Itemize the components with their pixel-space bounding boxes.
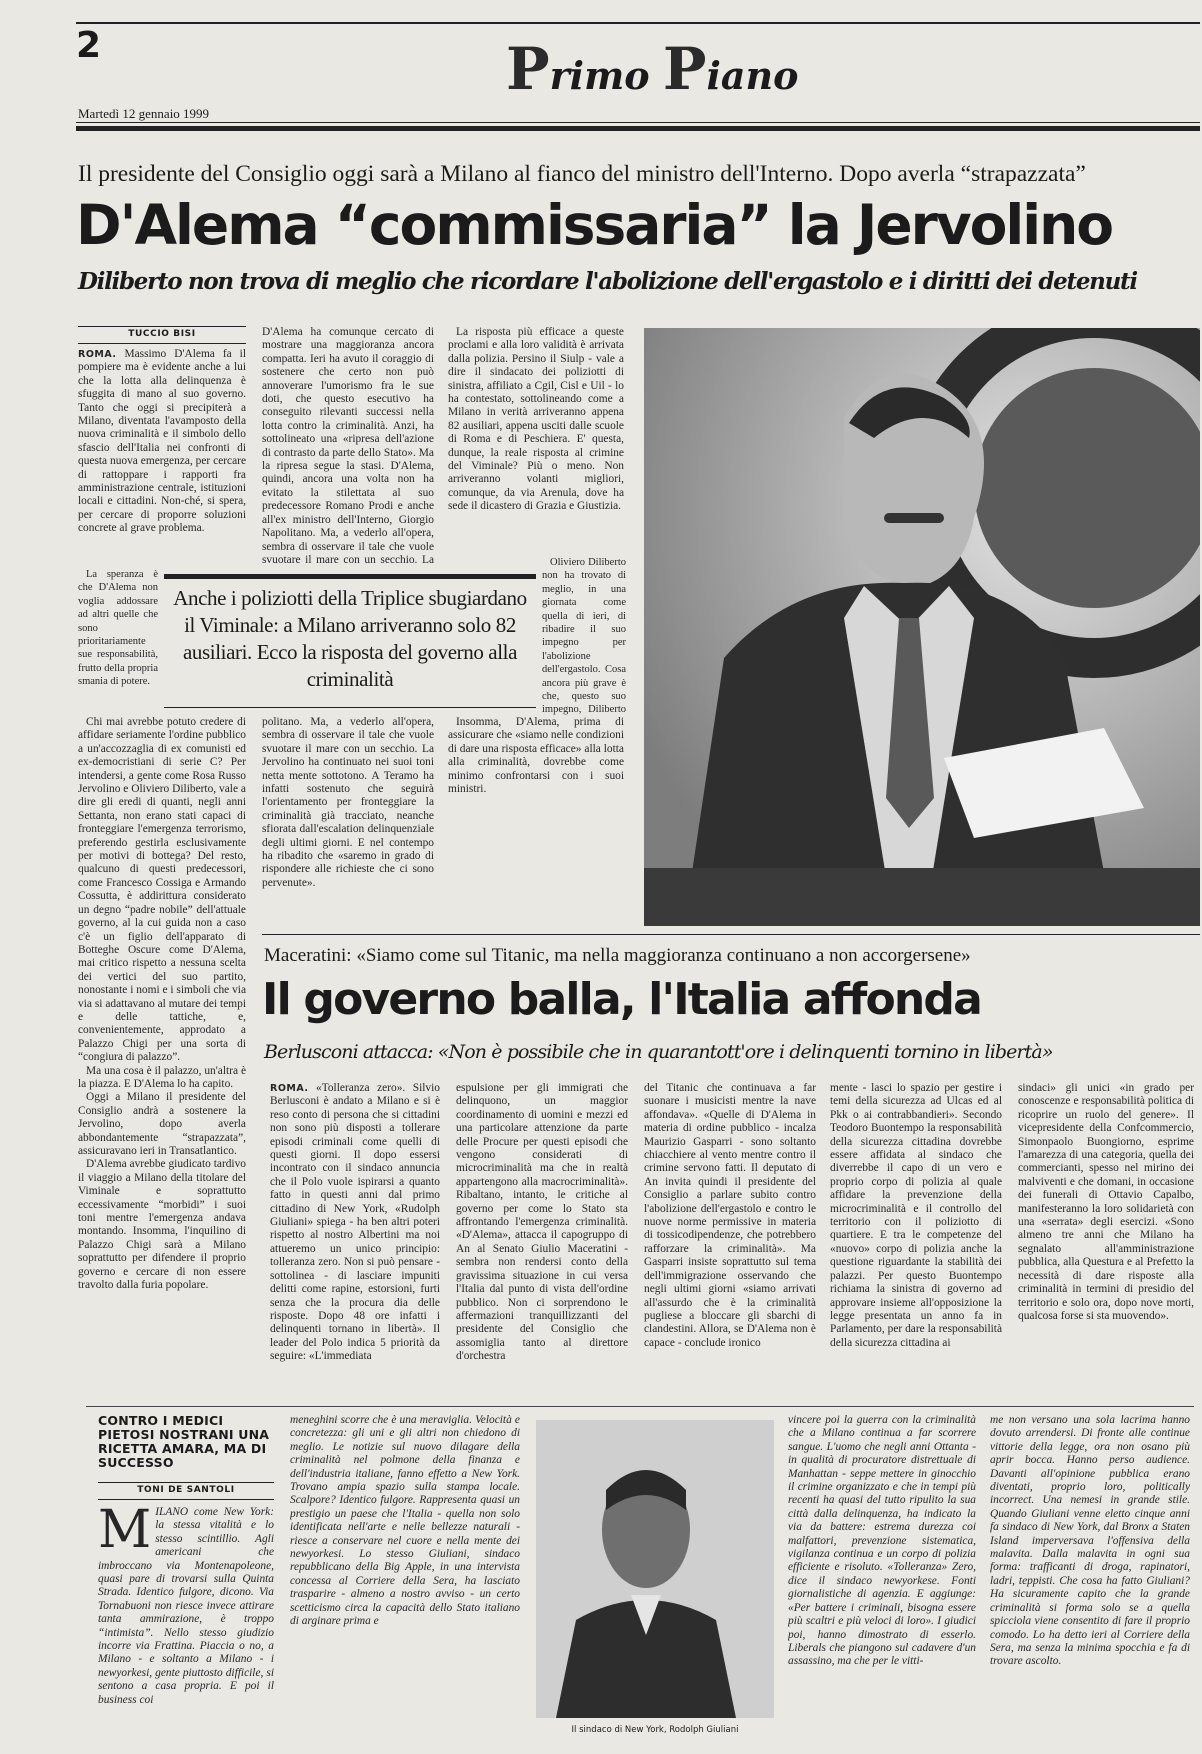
dalema-photo [644,328,1200,926]
story3-dropcap: M [98,1506,152,1560]
story1-col3-p1: La risposta più efficace a queste proclami e alla loro validità è arrivata dalla polizia. Persino il Siulp - vale a dire il sindacato dei poliziotti di sinistra, affiliato a Cgil, Cisl e Uil - lo ha contestato, sottolineando come a Milano in verità arriveranno appena 82 ausiliari, appena usciti dalle scuole di Roma e di Peschiera. E' questa, dunque, la reale risposta al crimine del Viminale? Più o meno. Non arriveranno volanti migliori, comunque, da via Arenula, dove ha sede il dicastero di Grazia e Giustizia. [448,326,624,513]
story1-kicker: Il presidente del Consiglio oggi sarà a Milano al fianco del ministro dell'Interno. Dopo averla “strapazzata” [78,161,1086,187]
section-word-piano: iano [706,53,799,98]
section-initial-p2: P [662,35,707,103]
story2-kicker: Maceratini: «Siamo come sul Titanic, ma nella maggioranza continuano a non accorgersene» [264,945,971,966]
story1-col3-p3: Insomma, D'Alema, prima di assicurare che «siamo nelle condizioni di dare una risposta efficace» alla lotta alla criminalità, dovrebbe come minimo confrontarsi con i suoi ministri. [448,716,624,796]
story1-pullquote [164,574,536,708]
story3-col3-text: vincere poi la guerra con la criminalità che a Milano continua a far scorrere sangue. L'uomo che negli anni Ottanta - in qualità di procuratore distrettuale di Manhattan - seppe mettere in ginocchio il crimine organizzato e che in tempi più recenti ha quasi del tutto ripulito la sua città dalla delinquenza, ha indicato la via da battere: estrema durezza coi malfattori, prevenzione sistematica, vigilanza continua e un corpo di polizia efficiente e risoluto. «Tolleranza» Zero, dice il sindaco newyorkese. Fonti giornalistiche di agenzia. E aggiunge: «Per battere i criminali, bisogna essere più scaltri e più veloci di loro». I giudici poi, hanno dimostrato di esserlo. Liberals che piangono sul cadavere d'un assassino, ma che per le vitti- [788,1414,976,1668]
story2-column-4 [830,1082,1002,1404]
story3-col1-text: ILANO come New York: la stessa vitalità e lo stesso scintillio. Agli americani che imbroccano via Montenapoleone, quasi pare di trovarsi sulla Quinta Strada. Identico fulgore, dicono. Via Tornabuoni non riesce invece attirare tanta ammirazione, è troppo “intimista”. Nello stesso giudizio incorre via Frattina. Piaccia o no, a Milano - e soltanto a Milano - i newyorkesi, gente piuttosto difficile, si sentono a casa propria. E poi il business coi [98,1506,274,1706]
story2-column-1 [270,1082,440,1404]
story1-headline: D'Alema “commissaria” la Jervolino [76,193,1113,257]
story2-col1-text: «Tolleranza zero». Silvio Berlusconi è andato a Milano e si è reso conto di persona che si cittadini non sono più disposti a tollerare episodi criminali come quelli di questi giorni. Il dopo essersi incontrato con il sindaco annuncia che il Polo vuole ispirarsi a quanto fatto in questi anni dal primo cittadino di New York, «Rudolph Giuliani» spiega - ha ben altri poteri rispetto al nostro Albertini ma noi attueremo un unico principio: tolleranza zero. Non si può pensare - sottolinea - di lasciare impuniti delitti come rapine, estorsioni, furti senza che la procura dia delle risposte. Dopo 48 ore infatti i delinquenti tornano in libertà». Il leader del Polo indica 5 priorità da seguire: «L'immediata [270,1082,440,1363]
story1-col1-p1: Massimo D'Alema fa il pompiere ma è evidente anche a lui che la lotta alla delinquenza è sfuggita di mano al suo governo. Tanto che oggi si precipiterà a Milano, diventata l'avamposto della nuova criminalità e il simbolo dello sfascio dell'Italia nei confronti di questa nuova emergenza, per cercare di rattoppare i rapporti fra amministrazione centrale, istituzioni locali e cittadini. Non-ché, si spera, per cercare di proporre soluzioni concrete al grave problema. [78,348,246,535]
story2-col5-text: sindaci» gli unici «in grado per conoscenze e responsabilità politica di ricoprire un ruolo del genere». Il vicepresidente della Confcommercio, Simonpaolo Buongiorno, esprime l'amarezza di una categoria, quella dei commercianti, spesso nel mirino dei malviventi e che domani, in occasione dei funerali di Ottavio Capalbo, manifesteranno la loro solidarietà con una «serrata» degli esercizi. «Sono almeno tre anni che Milano ha segnalato all'amministrazione pubblica, alla Questura e al Prefetto la necessità di dare risposte alla criminalità in termini di presidio del territorio e solo ora, dopo nove morti, qualcosa forse si sta muovendo». [1018,1082,1194,1322]
story3-box [86,1406,1194,1407]
story1-col1-p5: Oggi a Milano il presidente del Consiglio andrà a sostenere la Jervolino, dopo averla abbondantemente “strapazzata”, assicuravano ieri in Transatlantico. [78,1091,246,1157]
giuliani-photo-caption: Il sindaco di New York, Rodolph Giuliani [571,1725,739,1735]
masthead-rule-thin [76,122,1200,123]
story2-subheadline: Berlusconi attacca: «Non è possibile che in quarantott'ore i delinquenti tornino in libertà» [264,1041,1053,1063]
story3-col4-text: me non versano una sola lacrima hanno dovuto arrendersi. Di fronte alle continue vittorie della legge, ora non osano più aprir bocca. Hanno perso audience. Davanti all'opinione pubblica erano diventati, proprio loro, politically incorrect. Una nemesi in grande stile. Quando Giuliani venne eletto cinque anni fa sindaco di New York, dal Bronx a Staten Island imperversava l'offensiva della malavita. Dalla malavita in ogni sua forma: trafficanti di droga, rapinatori, ladri, teppisti. Che cosa ha fatto Giuliani? Ha sicuramente capito che la grande criminalità si forma solo se a quella spicciola viene consentito di fare il proprio comodo. Lo ha detto ieri al Corriere della Sera, ma senza la minima spocchia e fa di trovare ascolto. [990,1414,1190,1668]
section-title [506,35,799,105]
story1-column-1-narrow [78,568,158,716]
story1-col1-p6: D'Alema avrebbe giudicato tardivo il viaggio a Milano della titolare del Viminale e soprattutto eccessivamente “morbidi” i suoi toni mentre l'emergenza andava montando. Insomma, l'inquilino di Palazzo Chigi sarà a Milano soprattutto per difendere il proprio governo e cercare di non essere travolto dalla furia popolare. [78,1158,246,1292]
story2-dateline: ROMA. [270,1083,309,1094]
story1-column-3-narrow [542,556,626,716]
story1-col1-p2: La speranza è che D'Alema non voglia addossare ad altri quelle che sono prioritariamente sue responsabilità, frutto della propria smania di potere. [78,569,158,688]
story3-byline-rule-bottom [98,1499,274,1500]
issue-date: Martedì 12 gennaio 1999 [78,106,210,121]
story3-byline-rule [98,1482,274,1483]
story3-column-3 [788,1414,976,1744]
page-number: 2 [76,25,102,66]
story3-column-2 [290,1414,520,1744]
story1-column-3-bottom [448,716,624,924]
story1-column-1-top [78,348,246,568]
story1-column-2-bottom [262,716,434,924]
story3-headline: CONTRO I MEDICI PIETOSI NOSTRANI UNA RICETTA AMARA, MA DI SUCCESSO [98,1413,270,1470]
story3-column-1 [98,1506,274,1744]
story1-dateline: ROMA. [78,349,117,360]
story2-column-5 [1018,1082,1194,1404]
masthead-rule-thick [76,126,1200,131]
story1-col2-p2: politano. Ma, a vederlo all'opera, sembra di osservare il tale che vuole svuotare il mare con un secchio. La Jervolino ha continuato nei suoi toni netta mente sottotono. A Teramo ha infatti sostenuto che seguirà l'orientamento per fronteggiare la criminalità già tracciato, neanche sfiorata dall'escalation delinquenziale degli ultimi giorni. E nel contempo ha ribadito che «saremo in grado di rispondere alle richieste che ci sono pervenute». [262,716,434,889]
byline-rule-bottom [78,343,246,344]
dalema-photo-illustration [644,328,1200,926]
story1-subheadline: Diliberto non trova di meglio che ricordare l'abolizione dell'ergastolo e i diritti dei detenuti [78,268,1137,295]
story2-col4-text: mente - lasci lo spazio per gestire i temi della sicurezza ad Ulcas ed al Pkk o ai contrabbandieri». Secondo Teodoro Buontempo la responsabilità della sicurezza cittadina dovrebbe essere affidata al sindaco che diverrebbe il capo di un vero e proprio corpo di polizia al quale affidare la prevenzione della microcriminalità e il controllo del territorio con il poliziotto di quartiere. E tra le competenze del «nuovo» corpo di polizia anche la questione riguardante la stabilità dei palazzi. Per questo Buontempo richiama la sinistra di governo ad approvare insieme all'opposizione la legge presentata un anno fa in Parlamento, per dare la responsabilità della sicurezza cittadina ai [830,1082,1002,1349]
story3-byline: TONI DE SANTOLI [137,1485,235,1495]
story1-column-2-top [262,326,434,564]
story2-col3-text: del Titanic che continuava a far suonare i musicisti mentre la nave affondava». «Quelle di D'Alema in materia di ordine pubblico - incalza Maurizio Gasparri - sono soltanto chiacchiere al vento mentre contro il crimine servono fatti. Il deputato di An invita quindi il presidente del Consiglio a parlare subito contro l'abolizione dell'ergastolo e contro le nuove norme permissive in materia di tossicodipendenze, che potrebbero rafforzare la criminalità». Ma Gasparri insiste soprattutto sul tema dell'immigrazione osservando che negli ultimi giorni «siamo arrivati all'assurdo che è la criminalità pugliese a bloccare gli sbarchi di clandestini. Allora, se D'Alema non è capace - conclude ironico [644,1082,816,1349]
story2-column-3 [644,1082,816,1404]
pullquote-text: Anche i poliziotti della Triplice sbugiardano il Viminale: a Milano arriveranno solo 82 ausiliari. Ecco la risposta del governo alla criminalità [173,586,527,691]
story1-col1-p3: Chi mai avrebbe potuto credere di affidare seriamente l'ordine pubblico a un'accozzaglia di ex comunisti ed ex-democristiani di serie C? Per intendersi, a gente come Rosa Russo Jervolino e Oliviero Diliberto, vale a dire gli eredi di quanti, negli anni Settanta, non erano stati capaci di fronteggiare l'emergenza terrorismo, preferendo gestirla esclusivamente per motivi di bottega? Del resto, qualcuno di questi predecessori, come Francesco Cossiga e Armando Cossutta, è addirittura considerato un degno “padre nobile” dell'attuale governo, al la cui guida non a caso c'è un figlio dell'apparato di Botteghe Oscure come D'Alema, mai critico rispetto a nessuna scelta dei vertici del suo partito, nonostante i nomi e i simboli che via via si adattavano al mutare dei tempi e delle tattiche, e, convenientemente, approdato a Palazzo Chigi per una sorta di “congiura di palazzo”. [78,716,246,1064]
story1-col3-p2: Oliviero Diliberto non ha trovato di meglio, in una giornata come quella di ieri, di ribadire il suo impegno per l'abolizione dell'ergastolo. Cosa ancora più grave è che, questo suo impegno, Diliberto [542,557,626,716]
story1-byline: TUCCIO BISI [128,329,196,339]
story3-column-4 [990,1414,1190,1744]
story2-col2-text: espulsione per gli immigrati che delinquono, un maggior coordinamento di uomini e mezzi ed una particolare attenzione da parte delle Procure per questi episodi che vengono considerati di microcriminalità ma che in realtà appartengono alla macrocriminalità». Ribaltano, intanto, le critiche al governo per come lo Stato sta affrontando l'emergenza criminalità. «D'Alema», attacca il capogruppo di An al Senato Giulio Maceratini - sembra non rendersi conto della gravissima situazione in cui versa l'Italia dal punto di vista dell'ordine pubblico. Non ci sorprendono le affermazioni tranquillizzanti del presidente del Consiglio che assomiglia tanto al direttore d'orchestra [456,1082,628,1363]
story1-col1-p4: Ma una cosa è il palazzo, un'altra è la piazza. E D'Alema lo ha capito. [78,1064,246,1090]
story-separator-rule [262,934,1200,935]
giuliani-photo [536,1420,774,1718]
story1-col2-p1: D'Alema ha comunque cercato di mostrare una maggioranza ancora compatta. Ieri ha avuto il coraggio di sostenere che certo non può annoverare l'umorismo fra le sue doti, che questo esecutivo ha conseguito rilevanti successi nella lotta contro la criminalità. Anzi, ha sottolineato una «ripresa dell'azione di contrasto da parte dello Stato». Ma la ripresa segue la stasi. D'Alema, quindi, ancora una volta non ha evitato la stilettata al suo predecessore Romano Prodi e anche all'ex ministro dell'Interno, Giorgio Napolitano. Ma, a vederlo all'opera, sembra di osservare il tale che vuole svuotare il mare con un secchio. La [262,326,434,564]
giuliani-photo-illustration [536,1420,774,1718]
section-initial-p: P [506,35,550,103]
masthead-top-rule [76,22,1200,24]
story1-column-1-bottom [78,716,246,1404]
story2-column-2 [456,1082,628,1404]
story3-col2-text: meneghini scorre che è una meraviglia. Velocità e concretezza: gli uni e gli altri non chiedono di meglio. Le notizie sul nuovo dilagare della criminalità nel polmone della finanza e dell'industria italiane, fanno effetto a New York. Trovano ampia spazio sulla stampa locale. Scalpore? Identico fulgore. Rappresenta quasi un prestigio un paese che l'Italia - quella non solo identificata nell'arte e nelle bellezze naturali - riesce a conservare nel cuore e nella mente dei newyorkesi. Lo stesso Giuliani, sindaco repubblicano della Big Apple, in una intervista concessa al Corriere della Sera, ha lasciato trasparire - almeno a nostro avviso - un certo scetticismo circa la capacità dello Stato italiano di arginare prima e [290,1414,520,1628]
story1-column-3-top [448,326,624,554]
section-word-primo: rimo [549,53,663,98]
byline-rule [78,326,246,327]
story2-headline: Il governo balla, l'Italia affonda [262,974,982,1025]
